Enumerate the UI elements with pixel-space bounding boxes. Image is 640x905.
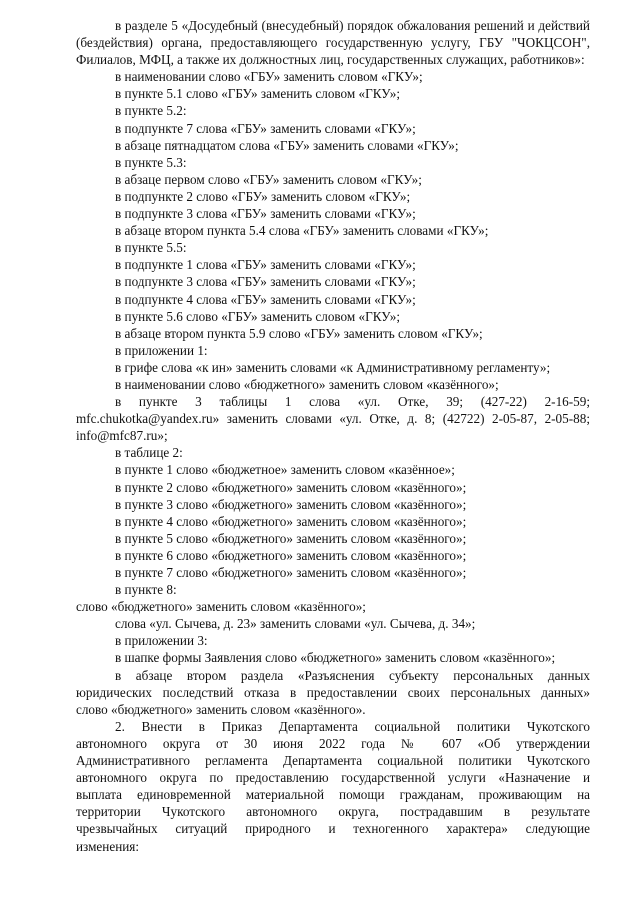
text-line: (бездействия) органа, предоставляющего государственную услугу, ГБУ "ЧОКЦСОН", — [76, 35, 590, 51]
list-item: в таблице 2: — [115, 445, 183, 461]
list-item: в подпункте 3 слова «ГБУ» заменить словами «ГКУ»; — [115, 274, 416, 290]
list-item: в пункте 4 слово «бюджетного» заменить словом «казённого»; — [115, 513, 467, 529]
list-item: в абзаце первом слово «ГБУ» заменить словом «ГКУ»; — [115, 171, 422, 187]
text-line: автономного округа от 30 июня 2022 года № 607 «Об утверждении — [76, 735, 590, 751]
text-line: изменения: — [76, 838, 140, 854]
list-item: в пункте 5.1 слово «ГБУ» заменить словом «ГКУ»; — [115, 86, 401, 102]
list-item: в наименовании слово «бюджетного» заменить словом «казённого»; — [115, 376, 499, 392]
text-line: mfc.chukotka@yandex.ru» заменить словами «ул. Отке, д. 8; (42722) 2-05-87, 2-05-88; — [76, 411, 590, 427]
list-item: в подпункте 7 слова «ГБУ» заменить словами «ГКУ»; — [115, 120, 416, 136]
list-item: в пункте 5.2: — [115, 103, 187, 119]
list-item: в пункте 5.3: — [115, 154, 187, 170]
item-2-paragraph — [76, 718, 590, 855]
list-item: в пункте 5 слово «бюджетного» заменить словом «казённого»; — [115, 530, 467, 546]
list-item: в пункте 7 слово «бюджетного» заменить словом «казённого»; — [115, 565, 467, 580]
text-line: в абзаце втором раздела «Разъяснения субъекту персональных данных — [115, 667, 590, 683]
table2-list — [76, 444, 590, 666]
text-line: выплата единовременной материальной помощи гражданам, проживающим на — [76, 787, 590, 803]
list-item: в грифе слова «к ин» заменить словами «к Административному регламенту»; — [115, 359, 551, 375]
list-item: слова «ул. Сычева, д. 23» заменить словами «ул. Сычева, д. 34»; — [115, 616, 476, 632]
list-item: в подпункте 3 слова «ГБУ» заменить словами «ГКУ»; — [115, 206, 416, 222]
text-line: в разделе 5 «Досудебный (внесудебный) порядок обжалования решений и действий — [115, 18, 590, 33]
text-line: Административного регламента Департамента социальной политики Чукотского — [76, 753, 590, 769]
list-item: в абзаце втором пункта 5.4 слова «ГБУ» заменить словами «ГКУ»; — [115, 223, 489, 239]
text-line: чрезвычайных ситуаций природного и техногенного характера» следующие — [76, 821, 590, 837]
text-line: юридических последствий отказа в предоставлении своих персональных данных» — [76, 684, 590, 700]
list-item: в пункте 5.5: — [115, 240, 187, 256]
text-line: слово «бюджетного» заменить словом «казённого». — [76, 701, 366, 717]
section-paragraph — [76, 667, 590, 718]
list-item: в пункте 3 слово «бюджетного» заменить словом «казённого»; — [115, 496, 467, 512]
list-item: в подпункте 1 слова «ГБУ» заменить словами «ГКУ»; — [115, 257, 416, 273]
list-item: в пункте 8: — [115, 582, 177, 598]
amendment-list — [76, 68, 590, 393]
text-line: автономного округа по предоставлению государственной услуги «Назначение и — [76, 770, 590, 786]
text-line: info@mfc87.ru»; — [76, 428, 168, 444]
list-item: в пункте 5.6 слово «ГБУ» заменить словом «ГКУ»; — [115, 308, 401, 324]
list-item: слово «бюджетного» заменить словом «казённого»; — [76, 599, 366, 615]
list-item: в наименовании слово «ГБУ» заменить словом «ГКУ»; — [115, 69, 423, 85]
intro-paragraph — [76, 17, 590, 68]
list-item: в пункте 1 слово «бюджетное» заменить словом «казённое»; — [115, 462, 455, 478]
list-item: в шапке формы Заявления слово «бюджетного» заменить словом «казённого»; — [115, 650, 556, 666]
list-item: в абзаце пятнадцатом слова «ГБУ» заменить словами «ГКУ»; — [115, 137, 459, 153]
list-item: в пункте 2 слово «бюджетного» заменить словом «казённого»; — [115, 479, 467, 495]
document-page — [76, 17, 590, 855]
text-line: Филиалов, МФЦ, а также их должностных лиц, государственных служащих, работников»: — [76, 52, 585, 68]
table1-paragraph — [76, 393, 590, 444]
list-item: в подпункте 2 слово «ГБУ» заменить словом «ГКУ»; — [115, 188, 411, 204]
list-item: в приложении 1: — [115, 342, 208, 358]
list-item: в абзаце втором пункта 5.9 слово «ГБУ» заменить словом «ГКУ»; — [115, 325, 483, 341]
list-item: в приложении 3: — [115, 633, 208, 649]
text-line: территории Чукотского автономного округа, пострадавшим в результате — [76, 804, 590, 820]
text-line: 2. Внести в Приказ Департамента социальной политики Чукотского — [115, 718, 590, 734]
list-item: в подпункте 4 слова «ГБУ» заменить словами «ГКУ»; — [115, 291, 416, 307]
list-item: в пункте 6 слово «бюджетного» заменить словом «казённого»; — [115, 547, 467, 563]
text-line: в пункте 3 таблицы 1 слова «ул. Отке, 39; (427-22) 2-16-59; — [115, 394, 590, 410]
